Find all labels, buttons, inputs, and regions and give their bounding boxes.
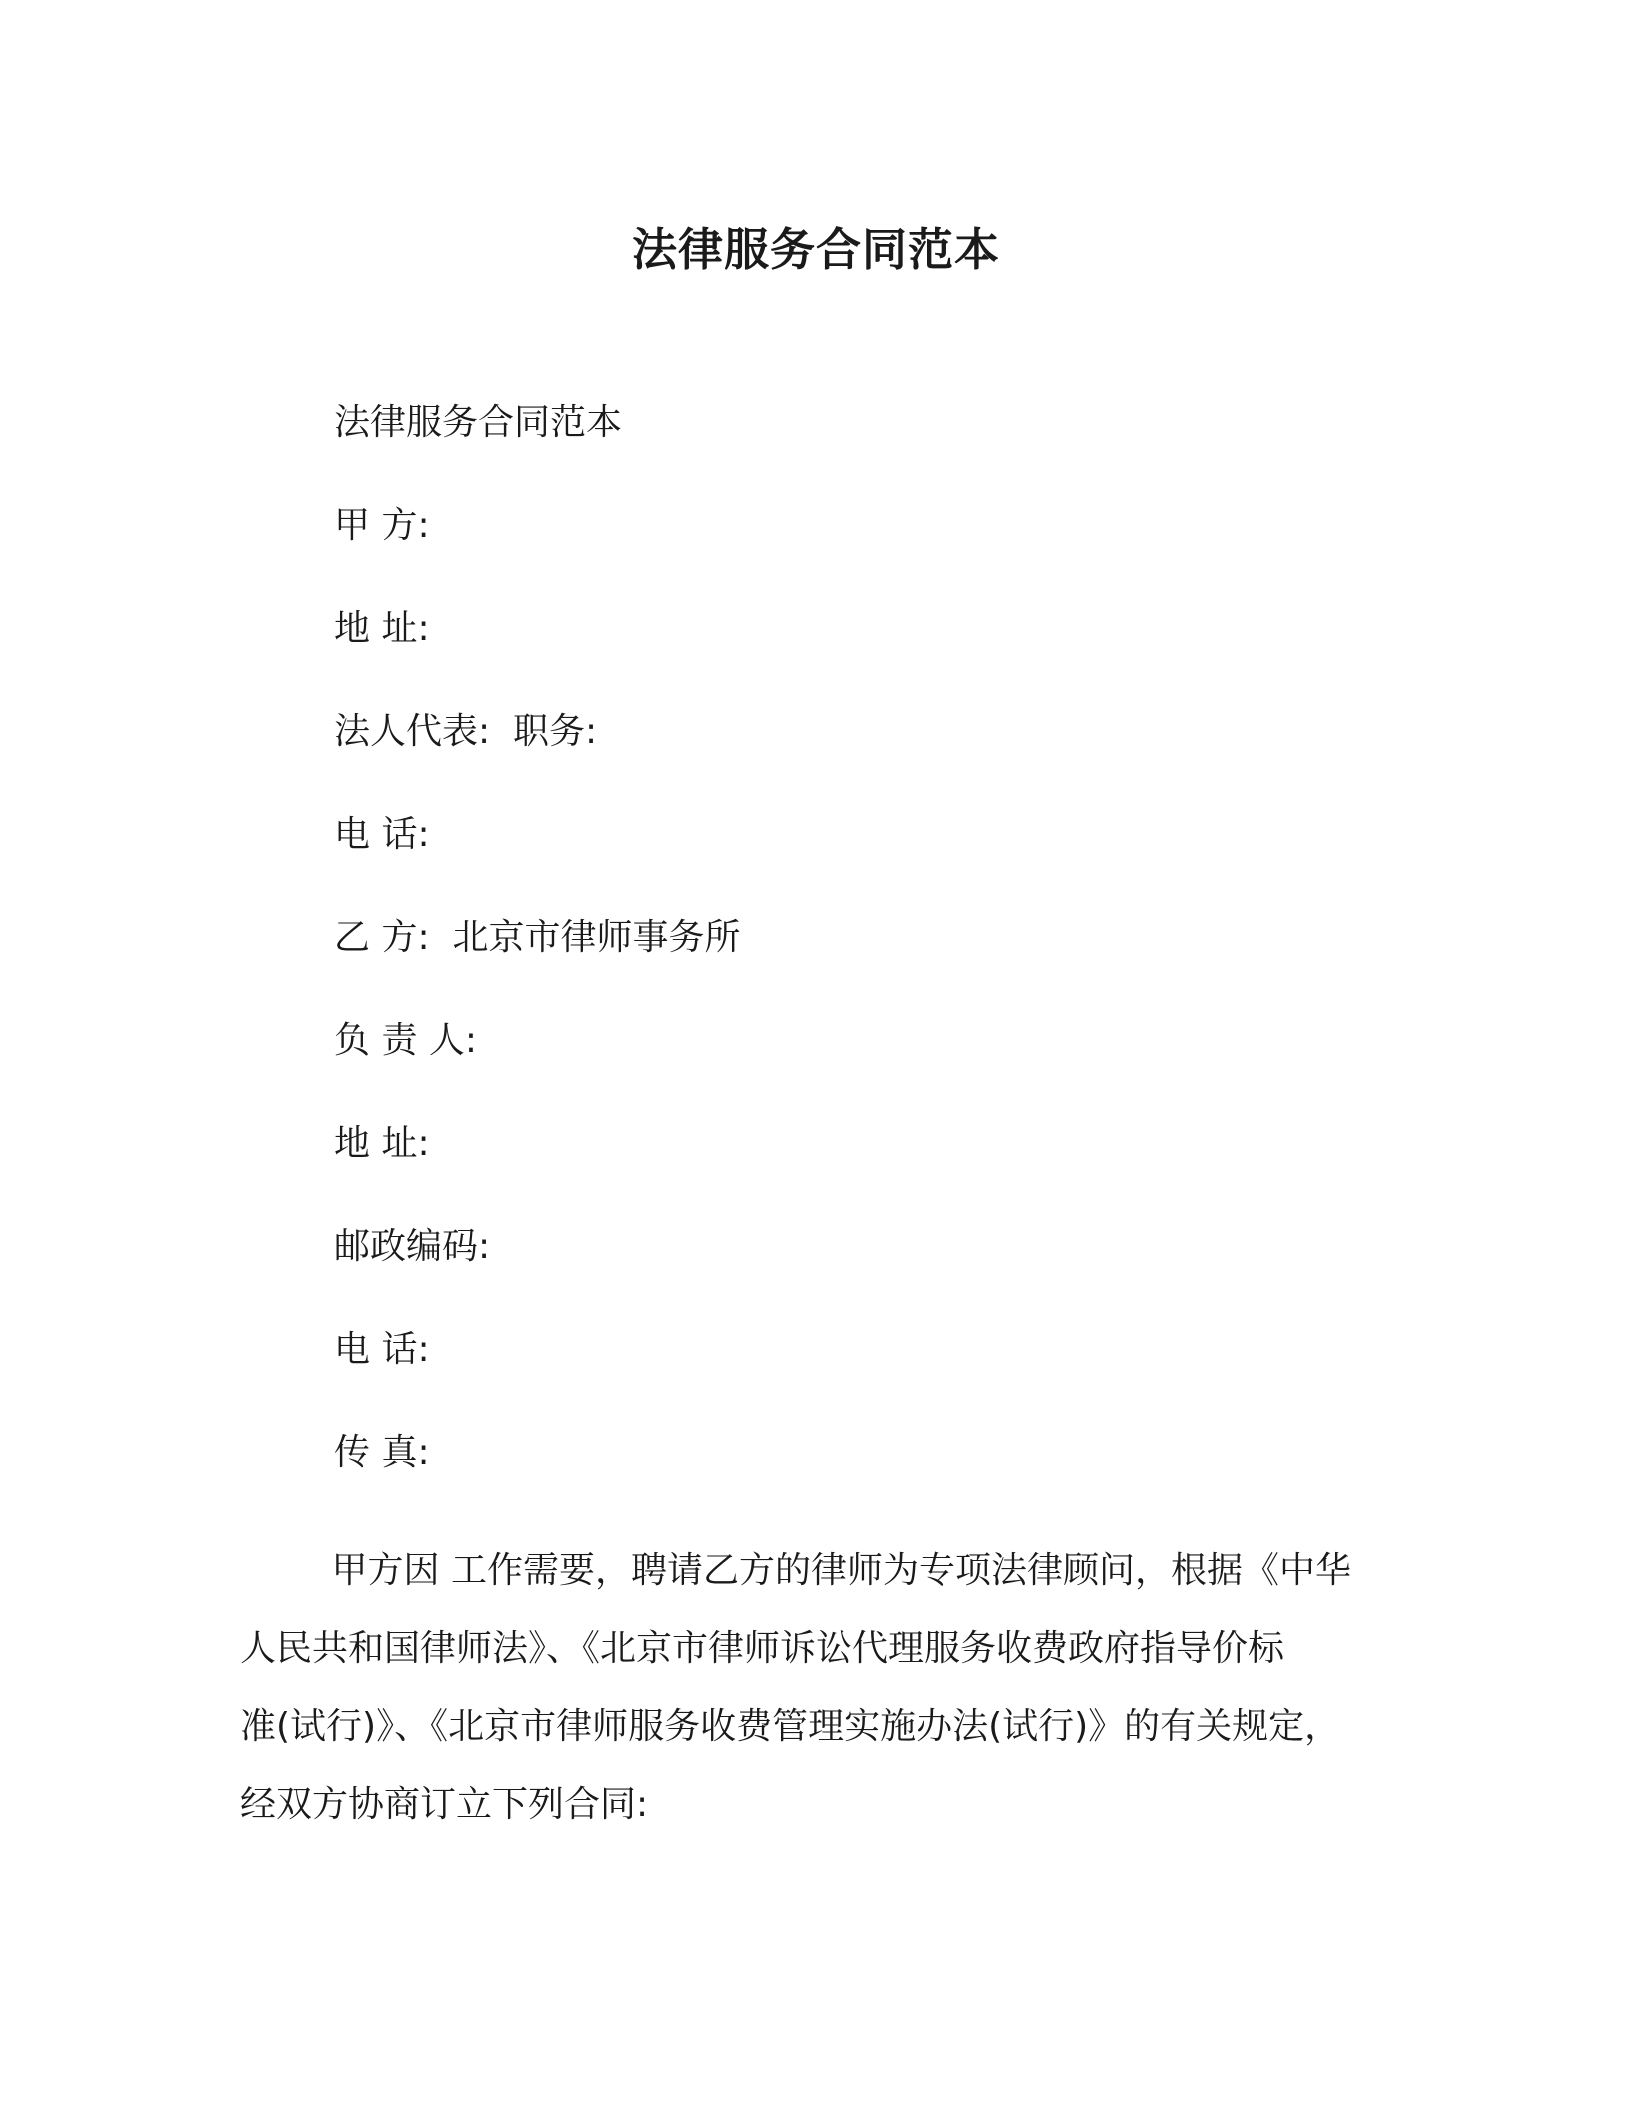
preamble-line: 人民共和国律师法》、《北京市律师诉讼代理服务收费政府指导价标 (240, 1628, 1285, 1669)
party-b-fax-label: 传 真: (334, 1432, 430, 1473)
document-title: 法律服务合同范本 (631, 223, 1000, 276)
party-b-postal-code-label: 邮政编码: (334, 1226, 491, 1267)
preamble-line: 准(试行)》、《北京市律师服务收费管理实施办法(试行)》的有关规定， (240, 1706, 1341, 1747)
preamble-line: 经双方协商订立下列合同: (240, 1784, 649, 1825)
party-b-person-in-charge-label: 负 责 人: (334, 1020, 478, 1061)
party-b-address-label: 地 址: (334, 1123, 430, 1164)
preamble-line: 甲方因 工作需要，聘请乙方的律师为专项法律顾问，根据《中华 (240, 1550, 1351, 1591)
party-b-phone-label: 电 话: (334, 1329, 430, 1370)
party-b-label: 乙 方: 北京市律师事务所 (334, 917, 741, 958)
party-a-address-label: 地 址: (334, 608, 430, 649)
document-subtitle: 法律服务合同范本 (334, 402, 623, 443)
party-a-legal-rep-label: 法人代表: 职务: (334, 711, 598, 752)
preamble-paragraph (240, 1532, 1390, 1844)
party-a-label: 甲 方: (334, 505, 430, 546)
party-a-phone-label: 电 话: (334, 814, 430, 855)
